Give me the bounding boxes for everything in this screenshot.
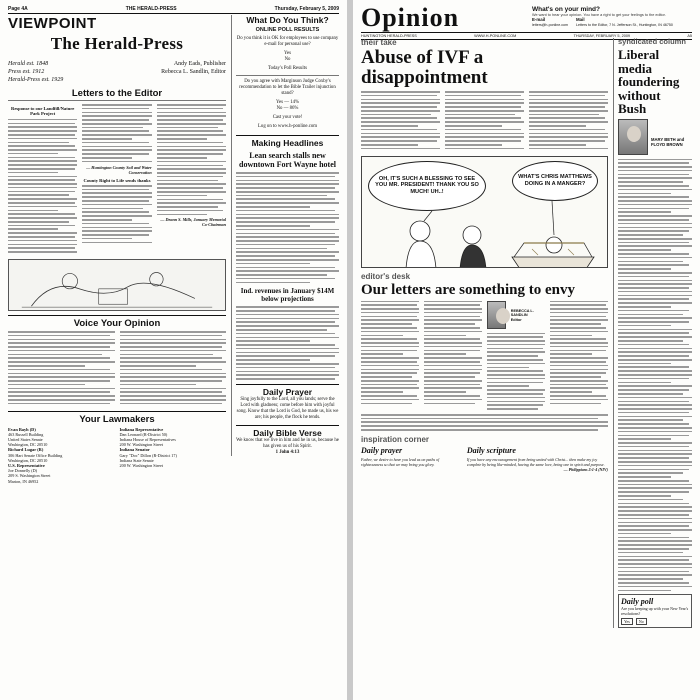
lawmaker-address: Joe Donnelly (D): [8, 468, 38, 474]
letter-body: [8, 119, 77, 253]
left-folio: [8, 6, 339, 14]
lawmakers-columns: [8, 427, 226, 484]
daily-prayer-text: Sing joyfully to the Lord, all you lands; serve the Lord with gladness; come before him with joyful song. Know that the Lord is God, he made us, his we are; his people, the flock he tends.: [236, 396, 339, 420]
lawmaker-address: 209 S. Washington Street: [8, 473, 51, 479]
syndicated-kicker: syndicated column: [618, 37, 686, 46]
poll-results-label: Today's Poll Results: [268, 66, 307, 71]
letters-kicker: editor's desk: [361, 271, 411, 281]
editorial-columns: [361, 91, 608, 152]
letters-headline: Our letters are something to envy: [361, 281, 575, 298]
editorial-body: [529, 91, 608, 152]
lawmaker-address: 200 W. Washington Street: [119, 462, 164, 468]
daily-poll-title: Daily poll: [621, 597, 654, 607]
left-main-column: [8, 15, 226, 484]
opinion-page: [353, 0, 700, 700]
poll-url[interactable]: Log on to www.h-ponline.com: [258, 124, 317, 129]
letters-column-3: [157, 104, 226, 255]
daily-verse-ref: 1 John 4:13: [275, 449, 300, 455]
daily-prayer-title: Daily Prayer: [236, 384, 339, 397]
email-value[interactable]: letters@h-ponline.com: [532, 22, 569, 27]
daily-scripture-text: If you have any encouragement from being united with Christ... then make my joy complete by being like-minded, having the same love, being one in spirit and purpose.: [466, 456, 605, 467]
right-main-column: [361, 38, 608, 472]
editorial-cartoon: [361, 156, 608, 268]
lawmaker-address: 306 Hart Senate Office Building: [8, 452, 63, 458]
author-photo: [618, 119, 648, 155]
letters-column-1: [8, 104, 77, 255]
letters-column-3: [487, 301, 545, 412]
voice-columns: [8, 331, 226, 407]
letters-policy: [361, 414, 608, 431]
letters-byline-role: Editor: [510, 317, 522, 322]
syndicated-headline: Liberal media foundering without Bush: [618, 47, 680, 116]
letter-body: [82, 185, 151, 243]
letters-columns: [361, 301, 608, 412]
daily-prayer-title: Daily prayer: [361, 445, 403, 455]
contact-info: [532, 18, 692, 27]
lawmaker-address: Dan Leonard (R-District 50): [119, 431, 168, 437]
what-do-you-think-title: What Do You Think?: [246, 15, 329, 25]
poll-option: Yes: [284, 51, 291, 56]
author-name: MARY BETH and FLOYD BROWN: [651, 136, 685, 147]
letter-body: [82, 104, 151, 162]
lawmaker-name: U.S. Representative: [8, 462, 45, 468]
folio-paper: HUNTINGTON HERALD-PRESS: [361, 34, 417, 38]
editorial-body: [361, 91, 440, 152]
editor: Rebecca L. Sandlin, Editor: [161, 69, 226, 75]
publication-date: Thursday, February 5, 2009: [274, 6, 339, 12]
herald-press-viewpoint-page: [0, 0, 347, 700]
letter-headline: County Right to Life sends thanks: [83, 177, 151, 183]
letters-body: [424, 301, 482, 412]
lawmaker-name: Evan Bayh (D): [8, 426, 36, 432]
speech-bubble-right: WHAT'S CHRIS MATTHEWS DOING IN A MANGER?: [512, 161, 598, 201]
cartoon-figures: [362, 157, 608, 268]
lawmaker-address: 200 W. Washington Street: [119, 442, 164, 448]
poll-results-heading: ONLINE POLL RESULTS: [255, 27, 320, 33]
syndicated-body: [618, 159, 692, 592]
letters-byline: REBECCA L. SANDLIN: [510, 308, 534, 318]
letters-body: [361, 301, 419, 412]
masthead: The Herald-Press: [50, 34, 184, 53]
story-body: [236, 306, 339, 379]
poll-question: Do you agree with Marginson Judge Coxby's recommendation to let the Bible Trailer injunction stand?: [239, 79, 336, 96]
lawmaker-address: United States Senate: [8, 436, 43, 442]
whats-on-your-mind-box: [532, 6, 692, 27]
letters-column-2: [82, 104, 151, 255]
page-number: Page 4A: [8, 6, 28, 12]
daily-scripture-box: [467, 446, 608, 472]
poll-yes-option[interactable]: Yes: [621, 618, 633, 625]
poll-option: No: [284, 57, 291, 62]
daily-verse-title: Daily Bible Verse: [236, 425, 339, 438]
lawmaker-name: Indiana Representative: [119, 426, 164, 432]
folio-page: A5: [687, 34, 692, 38]
lawmaker-address: 463 Russell Building: [8, 431, 44, 437]
cartoon-drawing: [9, 260, 225, 310]
section-title: VIEWPOINT: [8, 15, 97, 32]
inspiration-row: [361, 446, 608, 472]
editorial-headline: Abuse of IVF a disappointment: [361, 47, 488, 88]
letter-headline: Response to our Landfill/Nature Park Project: [11, 106, 75, 117]
poll-result: Yes — 14%: [276, 100, 299, 105]
daily-poll-question: Are you keeping up with your New Year's resolutions?: [621, 606, 689, 617]
poll-no-option[interactable]: No: [636, 618, 647, 625]
letters-body: [550, 301, 608, 412]
publisher: Andy Eads, Publisher: [173, 61, 226, 67]
your-lawmakers-title: Your Lawmakers: [8, 411, 226, 425]
email-label: E-mail: [532, 17, 546, 22]
lawmaker-column: [120, 427, 227, 484]
lawmaker-column: [8, 427, 115, 484]
est-line: Herald est. 1848: [8, 61, 49, 67]
mail-value: Letters to the Editor, 7 N. Jefferson St., Huntington, IN 46750: [576, 22, 673, 27]
editor-photo: [487, 301, 506, 329]
right-sidebar: [613, 38, 692, 628]
daily-prayer-box: [361, 446, 462, 472]
mail-label: Mail: [576, 17, 585, 22]
voice-body: [8, 331, 115, 407]
editorial-cartoon-left: [8, 259, 226, 311]
inspiration-corner-title: inspiration corner: [361, 434, 430, 444]
lawmaker-address: Gary "Doc" Dillon (R-District 17): [119, 452, 177, 458]
letters-section-title: Letters to the Editor: [8, 88, 226, 101]
letter-body: [157, 104, 226, 215]
editorial-kicker: their take: [361, 38, 397, 47]
voice-body: [120, 331, 227, 407]
lawmaker-address: Washington, DC 20510: [8, 442, 48, 448]
cast-vote-label: Cast your vote!: [272, 115, 303, 120]
daily-scripture-title: Daily scripture: [466, 445, 516, 455]
opinion-title: Opinion: [361, 3, 460, 32]
lawmaker-address: Indiana House of Representatives: [119, 436, 176, 442]
est-line: Herald-Press est. 1929: [8, 77, 64, 83]
whats-on-title: What's on your mind?: [532, 6, 600, 13]
story-headline: Ind. revenues in January $14M below projections: [240, 287, 335, 304]
speech-bubble-left: OH, IT'S SUCH A BLESSING TO SEE YOU MR. PRESIDENT! THANK YOU SO MUCH! UH..!: [368, 161, 486, 211]
letters-body: [487, 333, 545, 410]
making-headlines-title: Making Headlines: [236, 135, 339, 148]
folio-date: THURSDAY, FEBRUARY 5, 2009: [573, 34, 631, 38]
folio-url: WWW.H-PONLINE.COM: [474, 34, 517, 38]
daily-poll-box: [618, 594, 692, 628]
opinion-header: [361, 3, 692, 32]
letter-signature: — Huntington County Soil and Water Conservation: [86, 164, 152, 175]
daily-scripture-ref: — Philippians 2:1-4 (NIV): [563, 466, 608, 472]
letters-columns: [8, 104, 226, 255]
story-headline: Lean search stalls new downtown Fort Wayne hotel: [239, 151, 336, 169]
paper-name: THE HERALD-PRESS: [125, 6, 177, 12]
voice-your-opinion-title: Voice Your Opinion: [8, 315, 226, 329]
est-line: Press est. 1912: [8, 69, 45, 75]
editorial-body: [445, 91, 524, 152]
left-sidebar: [231, 15, 339, 456]
story-body: [236, 172, 339, 283]
poll-result: No — 86%: [276, 106, 299, 111]
lawmaker-address: Washington, DC 20510: [8, 457, 48, 463]
poll-question: Do you think it is OK for employees to use company e-mail for personal use?: [236, 36, 339, 47]
whats-on-sub: We want to hear your opinion. You have a right to get your feelings to the editor.: [532, 13, 666, 17]
lawmaker-name: Indiana Senator: [119, 447, 150, 453]
lawmaker-address: Marion, IN 46952: [8, 478, 39, 484]
staff-box: [8, 60, 226, 84]
daily-verse-text: We know that we live in him and he in us, because he has given us of his Spirit.: [236, 437, 339, 449]
letter-signature: — Deann S. Mills, January Memorial Co-Chairman: [160, 217, 226, 228]
daily-prayer-text: Father, we desire to have you lead us on paths of righteousness so that we may bring you glory.: [361, 456, 440, 467]
lawmaker-name: Richard Lugar (R): [8, 447, 44, 453]
lawmaker-address: Indiana State Senate: [119, 457, 154, 463]
